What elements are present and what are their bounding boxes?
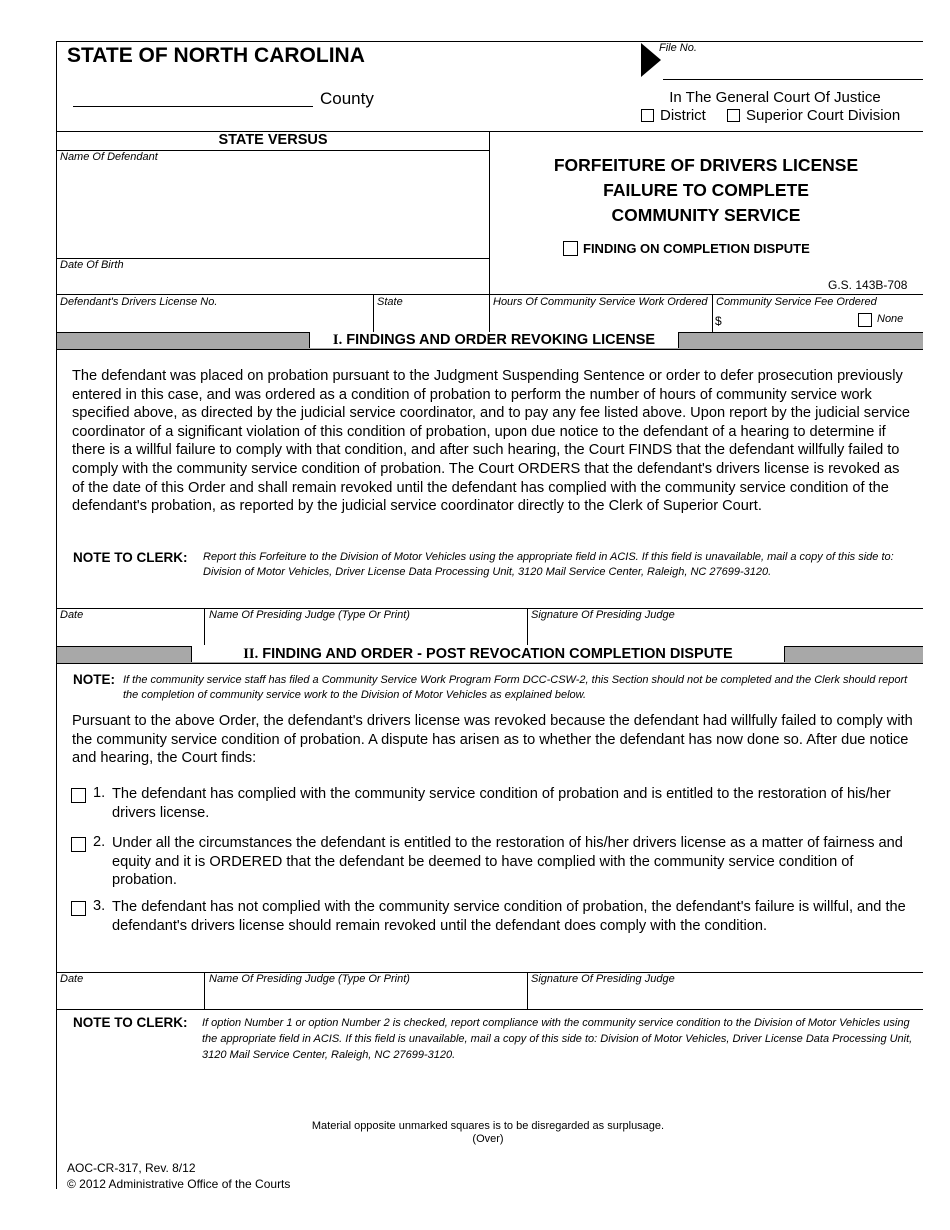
option1-text: The defendant has complied with the community service condition of probation and is entitled to the restoration of his/her drivers license. <box>112 786 891 821</box>
sig2-judge-name-label: Name Of Presiding Judge (Type Or Print) <box>209 973 410 985</box>
option2-text: Under all the circumstances the defendant is entitled to the restoration of his/her drivers license as a matter of fairness and equity and it is ORDERED that the defendant be deemed to have complied with the community service condition of probation. <box>112 835 903 889</box>
sig1-judge-name-field[interactable] <box>209 624 523 642</box>
section2-note-label: NOTE: <box>73 672 115 687</box>
section2-note-to-clerk-label: NOTE TO CLERK: <box>73 1015 188 1030</box>
state-label: State <box>377 296 403 308</box>
district-label: District <box>660 107 706 124</box>
fee-none-checkbox[interactable] <box>858 313 872 327</box>
note-to-clerk-label: NOTE TO CLERK: <box>73 550 188 565</box>
county-label: County <box>320 89 374 108</box>
dl-no-field[interactable] <box>60 311 370 330</box>
sig1-judge-name-label: Name Of Presiding Judge (Type Or Print) <box>209 609 410 621</box>
hours-label: Hours Of Community Service Work Ordered <box>493 296 708 308</box>
top-border <box>57 41 923 42</box>
surplusage-note: Material opposite unmarked squares is to be disregarded as surplusage. <box>311 1120 665 1132</box>
option3-number: 3. <box>93 898 106 914</box>
fee-label: Community Service Fee Ordered <box>716 296 877 308</box>
sig1-judge-sig-field[interactable] <box>531 624 919 642</box>
hours-fee-divider <box>712 294 713 332</box>
fee-none-label: None <box>877 313 904 325</box>
dob-divider <box>57 294 923 295</box>
superior-label: Superior Court Division <box>746 107 901 124</box>
option2-number: 2. <box>93 834 106 850</box>
statute-ref: G.S. 143B-708 <box>828 278 908 292</box>
section2-note-to-clerk-text: If option Number 1 or option Number 2 is checked, report compliance with the community service condition to the Division of Motor Vehicles using the appropriate field in ACIS. If this field is unavailable, mail a copy of this side to: Division of Motor Vehicles, Driver License Data Processing Unit, 3120 Mail Service Center, Raleigh, NC 27699-3120. <box>202 1017 913 1061</box>
completion-dispute-checkbox[interactable] <box>563 241 578 256</box>
section2-note-text: If the community service staff has filed a Community Service Work Program Form DCC-CSW-2, this Section should not be completed and the Clerk should report the completion of community service work to the Division of Motor Vehicles as explained below. <box>123 674 908 701</box>
section1-bar <box>57 332 923 350</box>
dollar-sign: $ <box>715 314 722 328</box>
fee-field[interactable] <box>726 312 851 330</box>
county-field[interactable] <box>73 86 313 107</box>
dob-label: Date Of Birth <box>60 259 124 271</box>
file-no-label: File No. <box>659 42 697 54</box>
section2-heading <box>191 646 785 662</box>
form-title-line1: FORFEITURE OF DRIVERS LICENSE <box>553 155 859 175</box>
section2-bar <box>57 646 923 664</box>
sig2-judge-name-field[interactable] <box>209 988 523 1006</box>
hours-field[interactable] <box>493 311 708 330</box>
sig1-date-label: Date <box>60 609 84 621</box>
form-number: AOC-CR-317, Rev. 8/12 <box>67 1161 196 1175</box>
defendant-name-field[interactable] <box>60 166 485 256</box>
sig1-top-line <box>57 608 923 609</box>
over-note: (Over) <box>472 1133 504 1145</box>
dob-field[interactable] <box>60 273 485 293</box>
defendant-name-label: Name Of Defendant <box>60 151 158 163</box>
state-title: STATE OF NORTH CAROLINA <box>67 44 365 67</box>
copyright: © 2012 Administrative Office of the Courts <box>67 1177 291 1191</box>
form-title-line3: COMMUNITY SERVICE <box>611 205 801 225</box>
state-versus-heading: STATE VERSUS <box>218 132 328 148</box>
sig1-date-field[interactable] <box>60 624 200 642</box>
dl-no-label: Defendant's Drivers License No. <box>60 296 218 308</box>
sig1-judge-sig-label: Signature Of Presiding Judge <box>531 609 675 621</box>
form-title-line2: FAILURE TO COMPLETE <box>603 180 809 200</box>
option1-number: 1. <box>93 785 106 801</box>
left-border <box>56 41 57 1189</box>
sig1-divider-a <box>204 608 205 645</box>
sig2-divider-b <box>527 972 528 1009</box>
dl-state-divider <box>373 294 374 332</box>
section1-title: FINDINGS AND ORDER REVOKING LICENSE <box>346 332 656 348</box>
option3-text: The defendant has not complied with the community service condition of probation, the defendant's failure is willful, and the defendant's drivers license should remain revoked until the defendant does comply with the condition. <box>112 899 906 934</box>
sig2-top-line <box>57 972 923 973</box>
option3-checkbox[interactable] <box>71 901 86 916</box>
sig2-judge-sig-field[interactable] <box>531 988 919 1006</box>
section2-roman: II. <box>243 646 259 662</box>
file-no-underline <box>663 79 923 80</box>
section1-body: The defendant was placed on probation pursuant to the Judgment Suspending Sentence or order to defer prosecution previously entered in this case, and was ordered as a condition of probation to perform the number of hours of community service work specified above, as directed by the judicial service coordinator, and to pay any fee listed above. Upon report by the judicial service coordinator of a significant violation of this condition of probation, upon due notice to the defendant of a hearing to determine if there is a willful failure to comply with that condition, and after such hearing, the Court FINDS that the defendant willfully failed to comply with the community service condition of probation. The Court ORDERS that the defendant's drivers license is revoked as of the date of this Order and shall remain revoked until the defendant has complied with the community service condition of the defendant's probation, as reported by the judicial service coordinator directly to the Clerk of Superior Court. <box>72 368 911 515</box>
section2-intro: Pursuant to the above Order, the defendant's drivers license was revoked because the defendant had willfully failed to comply with the community service condition of probation. A dispute has arisen as to whether the defendant has now done so. After due notice and hearing, the Court finds: <box>72 713 913 767</box>
sig2-date-label: Date <box>60 973 84 985</box>
sig2-date-field[interactable] <box>60 988 200 1006</box>
superior-checkbox[interactable] <box>727 109 740 122</box>
section2-title: FINDING AND ORDER - POST REVOCATION COMPLETION DISPUTE <box>262 646 733 662</box>
sig2-bottom-line <box>57 1009 923 1010</box>
sig2-divider-a <box>204 972 205 1009</box>
section1-roman: I. <box>332 332 343 348</box>
option1-checkbox[interactable] <box>71 788 86 803</box>
option2-checkbox[interactable] <box>71 837 86 852</box>
district-checkbox[interactable] <box>641 109 654 122</box>
sig1-divider-b <box>527 608 528 645</box>
completion-dispute-label: FINDING ON COMPLETION DISPUTE <box>583 241 810 256</box>
section1-heading <box>309 332 679 348</box>
file-no-field[interactable] <box>663 56 921 78</box>
sig2-judge-sig-label: Signature Of Presiding Judge <box>531 973 675 985</box>
court-title: In The General Court Of Justice <box>669 89 881 106</box>
note-to-clerk-text: Report this Forfeiture to the Division of Motor Vehicles using the appropriate field in ACIS. If this field is unavailable, mail a copy of this side to: Division of Motor Vehicles, Driver License Data Processing Unit, 3120 Mail Service Center, Raleigh, NC 27699-3120. <box>203 551 894 578</box>
dl-state-field[interactable] <box>377 311 485 330</box>
file-no-marker-icon <box>641 43 661 77</box>
